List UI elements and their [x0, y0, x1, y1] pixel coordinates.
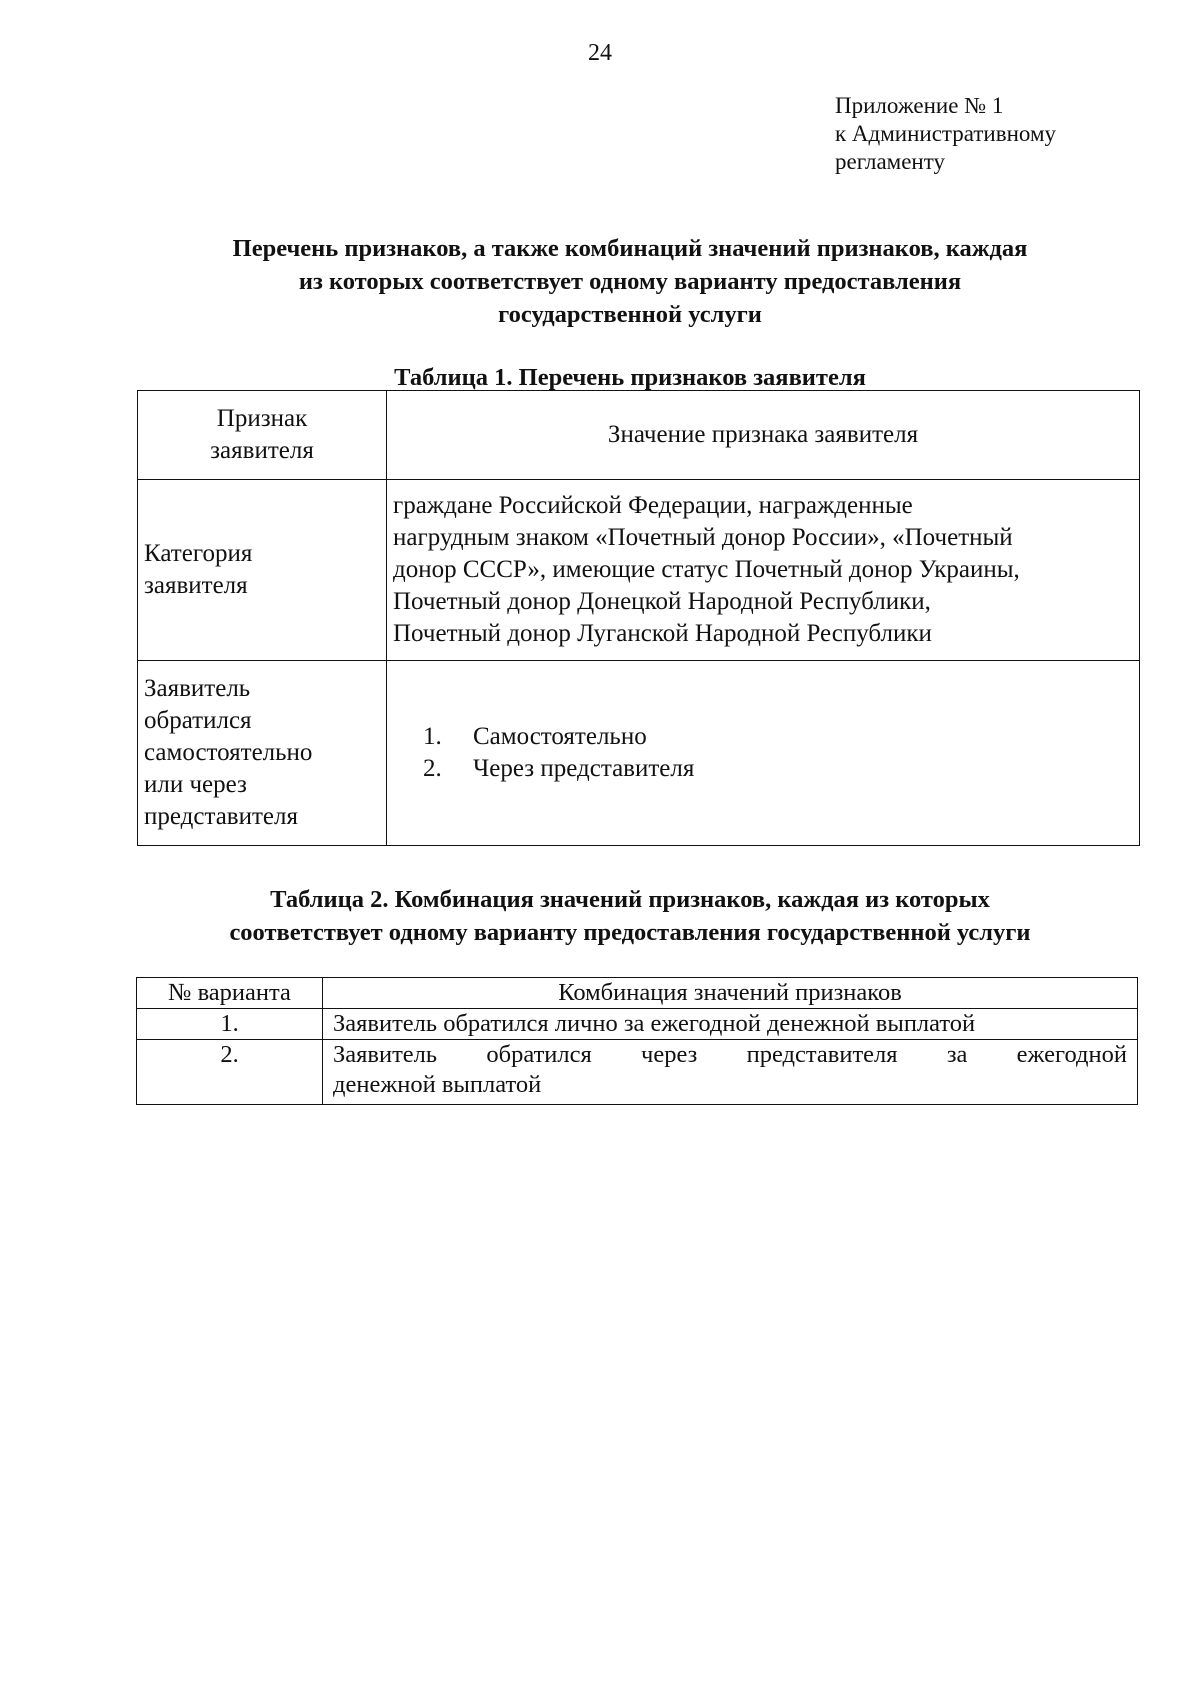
title-line: Перечень признаков, а также комбинаций значений признаков, каждая [232, 235, 1028, 262]
variant-combination [323, 1040, 1138, 1105]
table2-caption [130, 883, 1130, 949]
row-label-line: Заявитель [144, 675, 251, 702]
table-row [138, 480, 1140, 661]
header-combination: Комбинация значений признаков [323, 978, 1138, 1009]
row-label-line: заявителя [144, 572, 248, 599]
list-item-text: Через представителя [473, 755, 695, 782]
appendix-line: к Административному [835, 121, 1057, 146]
combination-line [333, 1040, 1127, 1070]
table-row [137, 1009, 1138, 1040]
row-value-line: донор СССР», имеющие статус Почетный донор Украины, [393, 556, 1020, 583]
table1-caption: Таблица 1. Перечень признаков заявителя [394, 364, 866, 391]
row-label-line: самостоятельно [144, 739, 313, 766]
title-line: государственной услуги [498, 301, 762, 328]
appendix-reference [835, 92, 1056, 176]
variant-number: 1. [137, 1009, 323, 1040]
table-header-row [137, 978, 1138, 1009]
variant-combinations-table [136, 977, 1138, 1105]
table-row [137, 1040, 1138, 1105]
row-value [387, 480, 1140, 661]
appendix-line: Приложение № 1 [835, 93, 1004, 118]
header-feature-line: заявителя [210, 437, 314, 464]
list-item [423, 753, 1139, 785]
combination-word: за [946, 1041, 968, 1068]
combination-line: денежной выплатой [333, 1071, 542, 1098]
numbered-list [393, 721, 1139, 785]
row-value [387, 661, 1140, 846]
header-variant-number: № варианта [137, 978, 323, 1009]
combination-word: Заявитель [333, 1041, 438, 1068]
row-label-line: или через [144, 771, 247, 798]
applicant-features-table [137, 390, 1140, 846]
row-value-line: Почетный донор Луганской Народной Республики [393, 620, 932, 647]
row-label-line: обратился [144, 707, 252, 734]
row-label [138, 480, 387, 661]
table-header-row [138, 391, 1140, 480]
title-line: из которых соответствует одному варианту предоставления [298, 268, 962, 295]
combination-word: обратился [486, 1041, 592, 1068]
appendix-line: регламенту [835, 149, 945, 174]
row-value-line: Почетный донор Донецкой Народной Республики, [393, 588, 931, 615]
combination-word: представителя [746, 1041, 898, 1068]
list-item-text: Самостоятельно [473, 723, 647, 750]
row-label [138, 661, 387, 846]
row-label-line: Категория [144, 540, 253, 567]
combination-word: ежегодной [1016, 1041, 1127, 1068]
variant-number: 2. [137, 1040, 323, 1105]
header-feature-value: Значение признака заявителя [387, 391, 1140, 480]
variant-combination [323, 1009, 1138, 1040]
table-row [138, 661, 1140, 846]
header-feature-line: Признак [216, 405, 308, 432]
combination-line: Заявитель обратился лично за ежегодной денежной выплатой [333, 1010, 976, 1037]
document-title [130, 232, 1130, 331]
table2-caption-line: Таблица 2. Комбинация значений признаков, каждая из которых [270, 886, 990, 913]
list-item-number: 2. [423, 755, 442, 782]
list-item [423, 721, 1139, 753]
row-value-line: нагрудным знаком «Почетный донор России», «Почетный [393, 524, 1013, 551]
row-label-line: представителя [144, 803, 298, 830]
row-value-line: граждане Российской Федерации, награжденные [393, 492, 913, 519]
table2-caption-line: соответствует одному варианту предоставления государственной услуги [229, 919, 1031, 946]
list-item-number: 1. [423, 723, 442, 750]
header-feature [138, 391, 387, 480]
page-number: 24 [588, 40, 612, 66]
combination-word: через [641, 1041, 698, 1068]
